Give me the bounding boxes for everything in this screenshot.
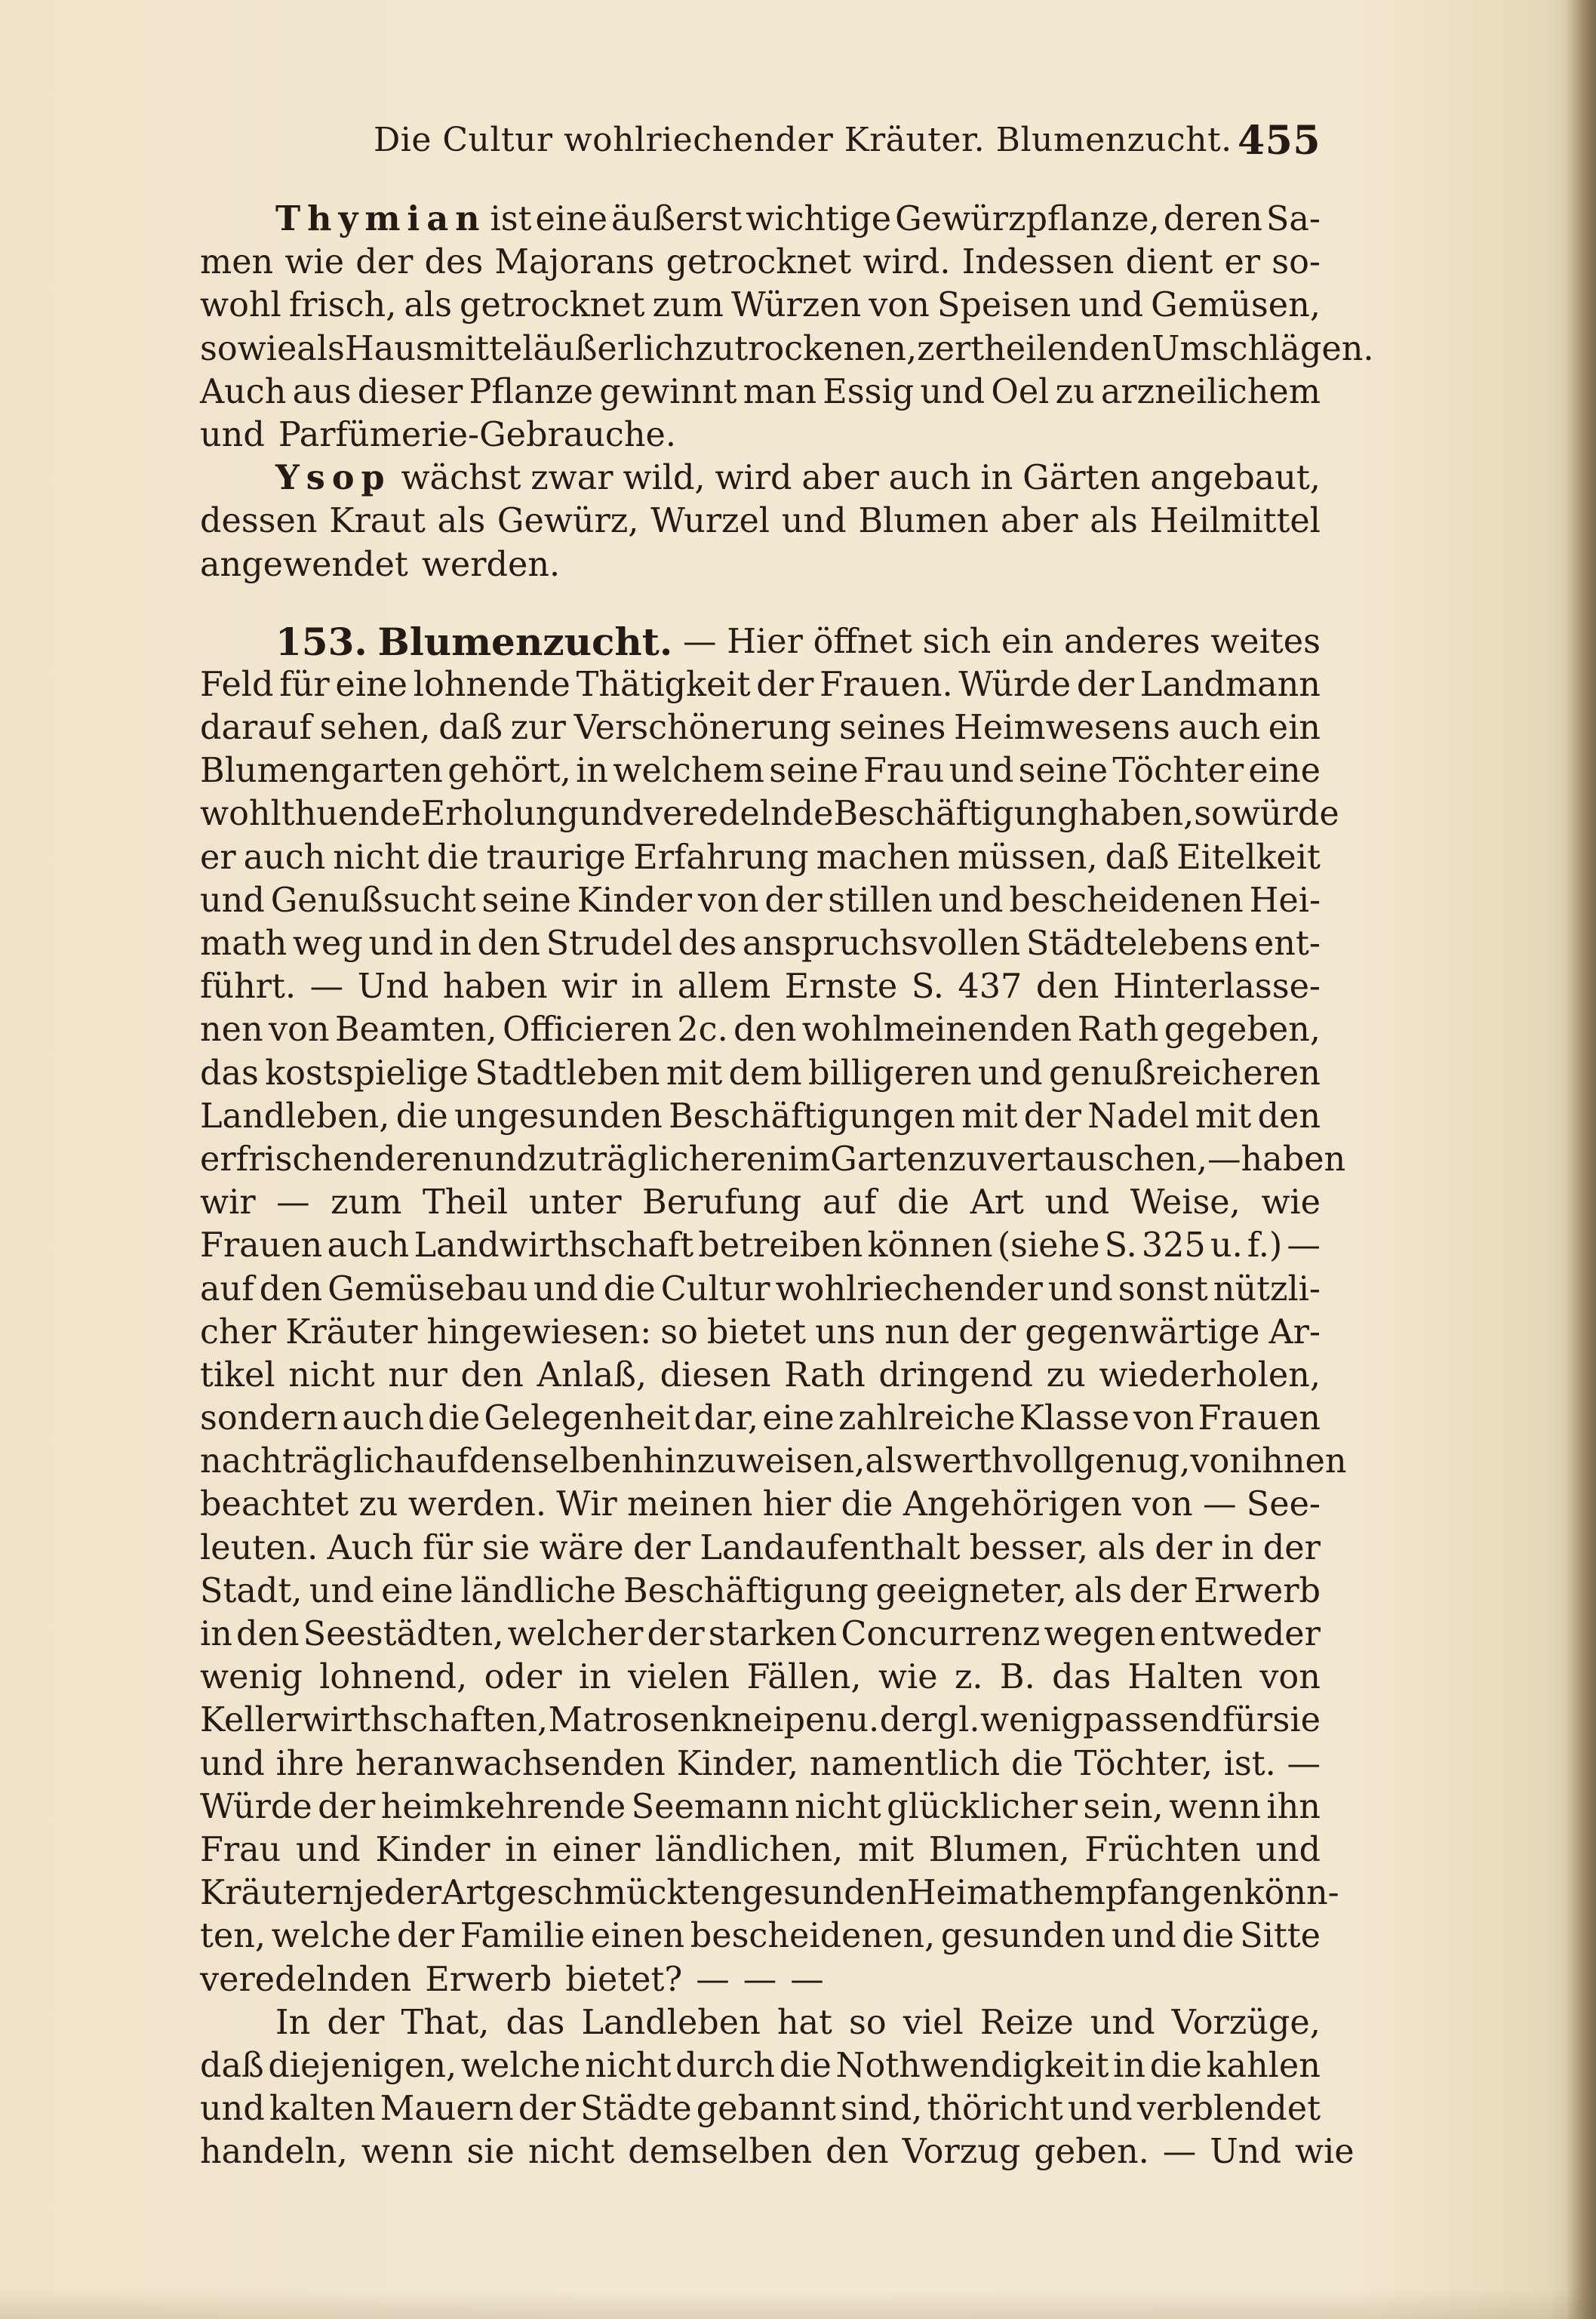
text-line: tikel nicht nur den Anlaß, diesen Rath dringend zu wiederholen, [200,1355,1321,1395]
running-header [200,113,1321,166]
text-line: 153. Blumenzucht. — Hier öffnet sich ein anderes weites [275,619,1321,664]
text-line: wenig lohnend, oder in vielen Fällen, wie z. B. das Halten von [200,1658,1321,1697]
text-line: erfrischenderen und zuträglicheren im Garten zu vertauschen, — haben [200,1140,1346,1179]
text-line: beachtet zu werden. Wir meinen hier die Angehörigen von — See- [200,1485,1321,1524]
text-line: das kostspielige Stadtleben mit dem billigeren und genußreicheren [200,1053,1321,1093]
text-line: daß diejenigen, welche nicht durch die Nothwendigkeit in die kahlen [200,2046,1321,2085]
text-line: Thymian ist eine äußerst wichtige Gewürzpflanze, deren Sa- [275,199,1321,238]
text-line: Frau und Kinder in einer ländlichen, mit Blumen, Früchten und [200,1830,1321,1869]
page-shadow [0,2289,1596,2319]
paragraph-ysop [200,457,1321,586]
text-line: ten, welche der Familie einen bescheidenen, gesunden und die Sitte [200,1917,1321,1956]
text-line: Blumengarten gehört, in welchem seine Frau und seine Töchter eine [200,752,1321,791]
text-line: Feld für eine lohnende Thätigkeit der Frauen. Würde der Landmann [200,665,1321,704]
text-line: handeln, wenn sie nicht demselben den Vorzug geben. — Und wie [200,2133,1355,2172]
text-line: und ihre heranwachsenden Kinder, namentlich die Töchter, ist. — [200,1744,1321,1783]
text-line: cher Kräuter hingewiesen: so bietet uns nun der gegenwärtige Ar- [200,1312,1321,1352]
text-line: Auch aus dieser Pflanze gewinnt man Essig und Oel zu arzneilichem [200,372,1321,411]
text-line: leuten. Auch für sie wäre der Landaufenthalt besser, als der in der [200,1528,1321,1567]
text-line: darauf sehen, daß zur Verschönerung seines Heimwesens auch ein [200,709,1321,748]
paragraph-blumenzucht [200,619,1347,2001]
text-line: er auch nicht die traurige Erfahrung machen müssen, daß Eitelkeit [200,838,1321,877]
paragraph-thymian [200,198,1374,457]
page-body [200,198,1374,2173]
text-line: math weg und in den Strudel des anspruchsvollen Städtelebens ent- [200,924,1321,963]
text-line: und kalten Mauern der Städte gebannt sind, thöricht und verblendet [200,2090,1321,2129]
text-line: auf den Gemüsebau und die Cultur wohlriechender und sonst nützli- [200,1269,1321,1309]
text-line: Ysop wächst zwar wild, wird aber auch in Gärten angebaut, [275,458,1321,498]
text-line: wohl frisch, als getrocknet zum Würzen von Speisen und Gemüsen, [200,286,1321,325]
text-line: wir — zum Theil unter Berufung auf die Art und Weise, wie [200,1183,1321,1223]
text-line: sowie als Hausmittel äußerlich zu trockenen, zertheilenden Umschlägen. [200,329,1374,368]
text-line: und Parfümerie-Gebrauche. [200,415,676,454]
text-line: wohlthuende Erholung und veredelnde Beschäftigung haben, so würde [200,795,1339,834]
text-line: angewendet werden. [200,545,561,584]
text-line: men wie der des Majorans getrocknet wird. Indessen dient er so- [200,243,1321,282]
text-line: veredelnden Erwerb bietet? — — — [200,1960,824,1999]
text-line: und Genußsucht seine Kinder von der stillen und bescheidenen Hei- [200,881,1321,920]
text-line: Kellerwirthschaften, Matrosenkneipen u. dergl. wenig passend für sie [200,1701,1321,1740]
text-line: dessen Kraut als Gewürz, Wurzel und Blumen aber als Heilmittel [200,502,1321,541]
text-line: in den Seestädten, welcher der starken Concurrenz wegen entweder [200,1615,1321,1653]
text-line: Kräutern jeder Art geschmückten gesunden Heimath empfangen könn- [200,1874,1339,1913]
text-line: nachträglich auf denselben hinzuweisen, als werthvoll genug, von ihnen [200,1442,1347,1481]
text-line: Stadt, und eine ländliche Beschäftigung geeigneter, als der Erwerb [200,1571,1321,1610]
page-number: 455 [1237,118,1321,164]
text-line: Landleben, die ungesunden Beschäftigungen mit der Nadel mit den [200,1096,1321,1136]
text-line: Würde der heimkehrende Seemann nicht glücklicher sein, wenn ihn [200,1787,1321,1826]
section-gap [200,586,1321,620]
text-line: nen von Beamten, Officieren 2c. den wohlmeinenden Rath gegeben, [200,1010,1321,1050]
text-line: führt. — Und haben wir in allem Ernste S. 437 den Hinterlasse- [200,967,1321,1007]
text-line: In der That, das Landleben hat so viel Reize und Vorzüge, [275,2003,1321,2042]
text-line: sondern auch die Gelegenheit dar, eine zahlreiche Klasse von Frauen [200,1399,1321,1438]
text-line: Frauen auch Landwirthschaft betreiben können (siehe S. 325 u. f.) — [200,1226,1321,1266]
page-edge [1567,0,1596,2319]
running-title: Die Cultur wohlriechender Kräuter. Blumenzucht. [374,121,1232,159]
paragraph-landleben [200,2001,1355,2174]
